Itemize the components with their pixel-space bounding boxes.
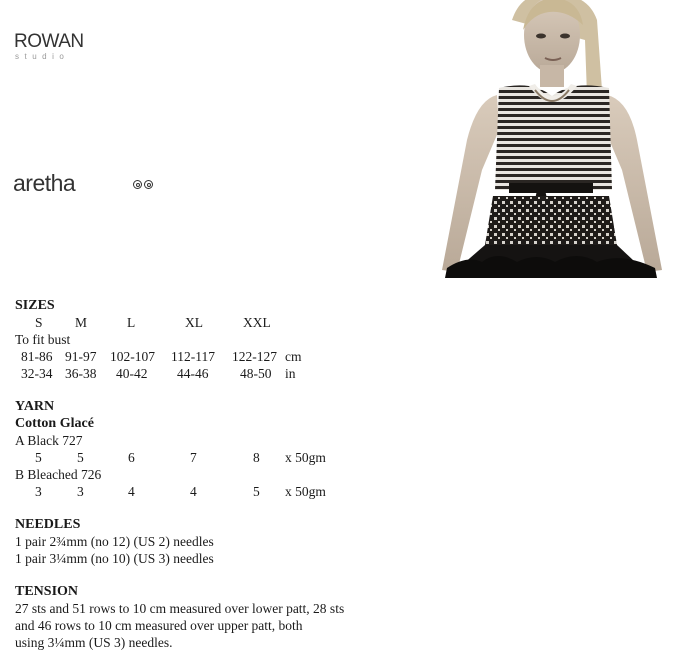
yarn-a-qty: 8 (253, 450, 260, 465)
yarn-b-qty: 5 (253, 484, 260, 499)
size-label: M (75, 315, 88, 330)
size-cm: 81-86 (21, 349, 53, 364)
brand-name: ROWAN (14, 31, 84, 52)
size-label: S (35, 315, 43, 330)
size-cm-row (15, 348, 335, 365)
size-in-unit: in (285, 366, 296, 381)
yarn-b-unit: x 50gm (285, 484, 326, 499)
yarn-b-qty: 4 (190, 484, 197, 499)
yarn-a-qty: 5 (77, 450, 84, 465)
yarn-a-qty: 6 (128, 450, 135, 465)
size-label: XXL (243, 315, 271, 330)
double-ring-icon (144, 180, 153, 189)
pattern-info (15, 297, 345, 651)
size-cm: 112-117 (171, 349, 215, 364)
yarn-a-row (15, 449, 335, 466)
yarn-b-row (15, 483, 335, 500)
needles-line: 1 pair 2¾mm (no 12) (US 2) needles (15, 534, 214, 549)
tension-line: and 46 rows to 10 cm measured over upper patt, both (15, 618, 303, 633)
brand-logo (14, 32, 84, 61)
yarn-a-qty: 5 (35, 450, 42, 465)
tension-line: using 3¼mm (US 3) needles. (15, 635, 173, 650)
size-label: L (127, 315, 136, 330)
size-cm-unit: cm (285, 349, 302, 364)
size-in-row (15, 365, 335, 382)
size-in: 44-46 (177, 366, 209, 381)
tension-line: 27 sts and 51 rows to 10 cm measured over lower patt, 28 sts (15, 601, 345, 616)
yarn-heading: YARN (15, 399, 55, 414)
model-photo (437, 0, 665, 278)
yarn-b-qty: 4 (128, 484, 135, 499)
yarn-b-qty: 3 (35, 484, 42, 499)
size-labels-row (15, 314, 335, 331)
yarn-name: Cotton Glacé (15, 416, 94, 431)
yarn-a-unit: x 50gm (285, 450, 326, 465)
fit-label: To fit bust (15, 332, 71, 347)
brand-sub: studio (15, 52, 70, 61)
yarn-b-qty: 3 (77, 484, 84, 499)
needles-line: 1 pair 3¼mm (no 10) (US 3) needles (15, 551, 214, 566)
size-in: 40-42 (116, 366, 148, 381)
double-ring-icon (133, 180, 142, 189)
size-in: 32-34 (21, 366, 53, 381)
sizes-heading: SIZES (15, 298, 55, 313)
size-cm: 91-97 (65, 349, 97, 364)
yarn-b-label: B Bleached 726 (15, 467, 102, 482)
size-cm: 122-127 (232, 349, 277, 364)
tension-heading: TENSION (15, 584, 79, 599)
size-label: XL (185, 315, 203, 330)
size-in: 48-50 (240, 366, 272, 381)
pattern-title: aretha (13, 170, 76, 196)
model-photo-image (437, 0, 665, 278)
size-in: 36-38 (65, 366, 97, 381)
needles-heading: NEEDLES (15, 517, 81, 532)
difficulty-rating (133, 180, 153, 189)
yarn-a-label: A Black 727 (15, 433, 83, 448)
size-cm: 102-107 (110, 349, 155, 364)
yarn-a-qty: 7 (190, 450, 197, 465)
